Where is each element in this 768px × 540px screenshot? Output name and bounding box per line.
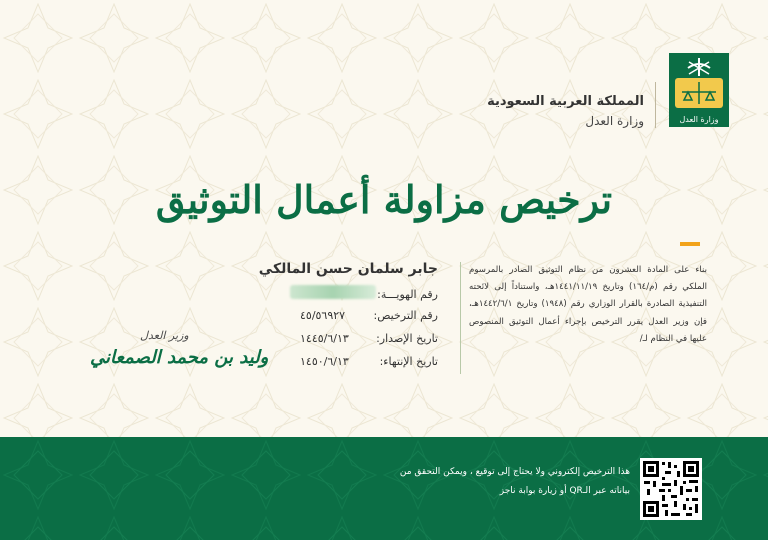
ministry-emblem-icon	[668, 52, 730, 128]
issue-date-label: تاريخ الإصدار:	[376, 332, 438, 345]
emblem-text: وزارة العدل	[679, 115, 719, 124]
license-number-label: رقم الترخيص:	[373, 309, 438, 322]
certificate-title: ترخيص مزاولة أعمال التوثيق	[155, 177, 613, 222]
kingdom-name: المملكة العربية السعودية	[487, 94, 644, 109]
licensee-name: جابر سلمان حسن المالكي	[258, 261, 438, 277]
issue-date-value: ١٤٤٥/٦/١٣	[300, 332, 349, 345]
header	[430, 52, 730, 134]
ministry-name: وزارة العدل	[585, 114, 644, 128]
minister-signature: وليد بن محمد الصمعاني	[90, 347, 269, 368]
verification-notice-line2: بياناته عبر الـQR أو زيارة بوابة ناجز	[499, 486, 630, 496]
license-number-value: ٤٥/٥٦٩٢٧	[300, 309, 346, 322]
id-label: رقم الهويـــة:	[377, 288, 438, 301]
id-value-redacted	[290, 285, 376, 299]
expiry-date-label: تاريخ الإنتهاء:	[379, 355, 438, 368]
expiry-date-value: ١٤٥٠/٦/١٣	[300, 355, 349, 368]
minister-title: وزير العدل	[140, 329, 189, 342]
title-accent-bar	[680, 242, 700, 246]
verification-notice-line1: هذا الترخيص إلكتروني ولا يحتاج إلى توقيع ، ويمكن التحقق من	[399, 467, 630, 477]
header-divider	[655, 82, 656, 128]
legal-text: بناء على المادة العشرون من نظام التوثيق الصادر بالمرسوم الملكي رقم (م/١٦٤) وتاريخ ١٤٤١/١١/١٩هـ، واستناداً إلى لائحته التنفيذية الصادرة بالقرار الوزاري رقم (١٩٤٨) وتاريخ ١٤٤٢/٦/١هـ، فإن وزير العدل يقرر الترخيص بإجراء أعمال التوثيق المنصوص عليها في النظام لـ/	[460, 262, 707, 374]
qr-code-icon[interactable]	[640, 458, 702, 520]
